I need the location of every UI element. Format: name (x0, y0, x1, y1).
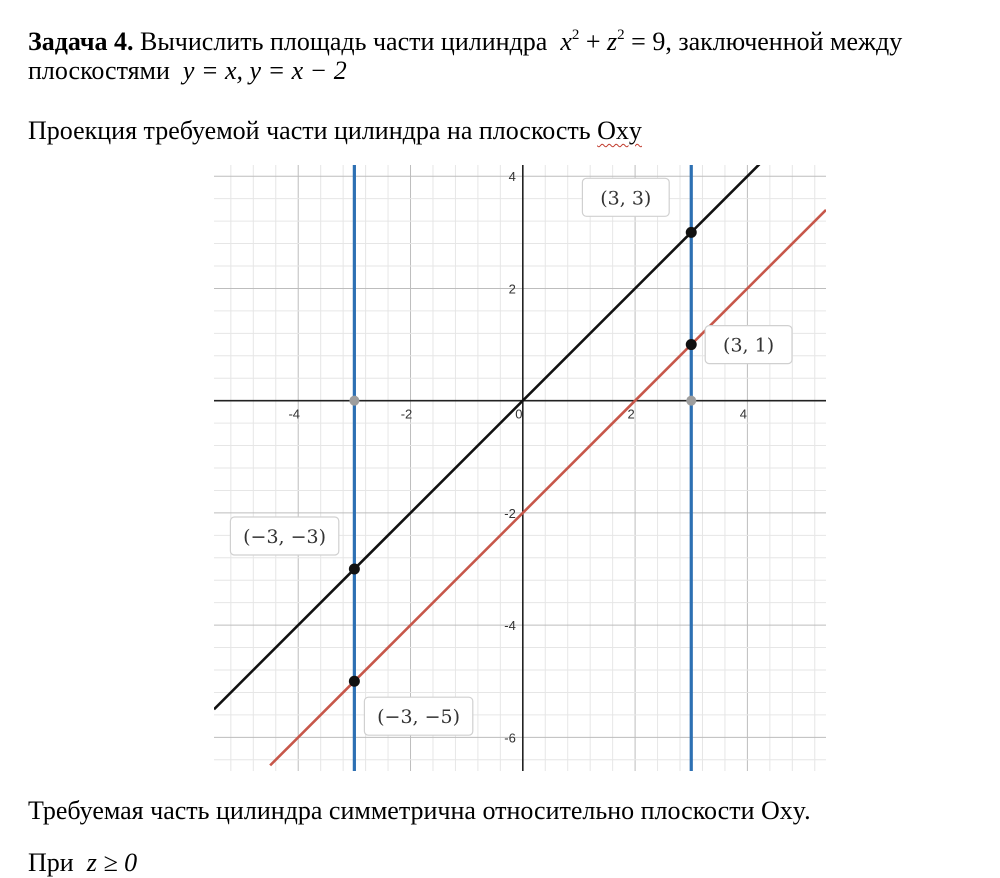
grid (214, 165, 826, 771)
axis-point (349, 396, 359, 406)
x-tick-label: -4 (288, 406, 301, 422)
task-text-after: , заключенной между (665, 27, 903, 56)
point-marker (349, 564, 360, 575)
point-label: (−3, −3) (243, 526, 327, 548)
series-line-1 (214, 165, 770, 709)
task-statement-line-2 (28, 56, 347, 86)
point-label: (3, 1) (723, 334, 775, 357)
symmetry-note: Требуемая часть цилиндра симметрична относительно плоскости Oxy. (28, 796, 811, 825)
exponent-x: 2 (571, 27, 580, 43)
equation-rhs: = 9 (624, 27, 666, 56)
y-tick-label: 2 (508, 281, 516, 297)
exponent-z: 2 (617, 27, 625, 43)
planes-prefix: плоскостями (28, 56, 170, 85)
x-tick-label: -2 (400, 406, 413, 422)
point-label: (−3, −5) (377, 706, 461, 729)
point-marker (686, 227, 697, 238)
point-marker (686, 339, 697, 350)
task-statement-line-1 (28, 20, 902, 57)
y-tick-label: -2 (504, 505, 516, 521)
caption-text: Проекция требуемой части цилиндра на плоскость (28, 116, 591, 145)
equation-plus: + (579, 27, 608, 56)
condition-prefix: При (28, 848, 74, 877)
task-title: Задача 4. (28, 27, 134, 56)
y-tick-label: -4 (504, 618, 516, 634)
axis-point (686, 396, 696, 406)
planes-equations: y = x, y = x − 2 (182, 56, 347, 85)
tick-labels (288, 169, 747, 745)
equation-x: x (560, 27, 572, 56)
point-marker (349, 676, 360, 687)
y-tick-label: 4 (508, 169, 516, 185)
task-text: Вычислить площадь части цилиндра (140, 27, 548, 56)
point-label: (3, 3) (600, 187, 652, 210)
point-labels (230, 178, 792, 735)
projection-graph (214, 165, 826, 771)
x-tick-label: 2 (627, 406, 635, 422)
equation-z: z (607, 27, 618, 56)
x-tick-label: 4 (739, 406, 748, 422)
condition-inequality: z ≥ 0 (86, 848, 138, 877)
plane-name: Oxy (597, 116, 642, 145)
x-tick-label: 0 (515, 406, 523, 422)
projection-caption (28, 116, 642, 146)
y-tick-label: -6 (504, 730, 516, 746)
